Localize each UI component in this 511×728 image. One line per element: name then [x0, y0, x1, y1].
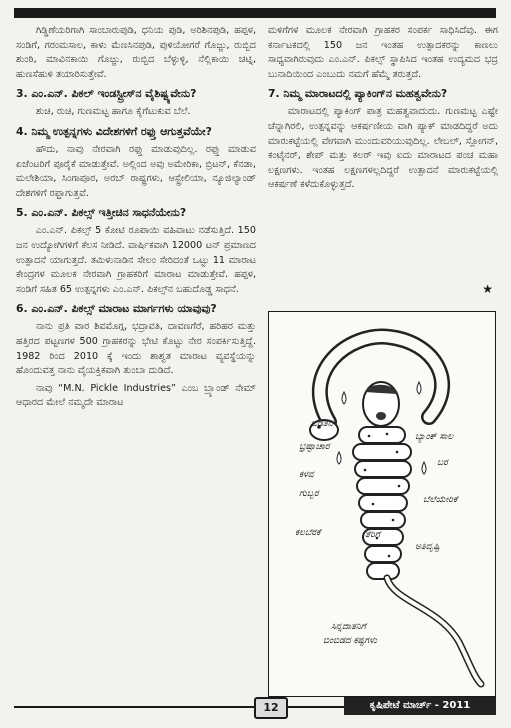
page-footer: [14, 697, 496, 717]
page-number: 12: [254, 697, 288, 719]
cartoon-label: ಗುಬ್ಬರ: [299, 489, 319, 499]
cartoon-caption-line: ಸಿನ್ನದಾತನಿಗೆ: [331, 622, 366, 632]
left-column: [16, 24, 256, 414]
cartoon-label: ಕಲಬೆರಕೆ: [295, 528, 321, 538]
cartoon-label: ತೆರಿಗೆ: [365, 530, 381, 540]
answer-paragraph: ಹೌದು, ನಾವು ನೇರವಾಗಿ ರಫ್ತು ಮಾಡುವುದಿಲ್ಲ. ರಫ್ತು ಮಾಡುವ ಏಜೆಂಟರಿಗೆ ಪೂರೈಕೆ ಮಾಡುತ್ತೇವೆ. ಅಲ್ಲಿಂದ ಅವು ಅಮೇರಿಕಾ, ಬ್ರಿಟನ್, ಕೆನಡಾ, ಮಲೇಶಿಯಾ, ಸಿಂಗಾಪೂರ, ಅರಬ್ ರಾಷ್ಟ್ರಗಳು, ಆಸ್ಟ್ರೇಲಿಯಾ, ನ್ಯೂಜಿಲ್ಯಾಂಡ್ ದೇಶಗಳಿಗೆ ರಫ್ತಾಗುತ್ತವೆ.: [16, 143, 256, 199]
cartoon-illustration: [268, 311, 496, 697]
question-heading: 6. ಎಂ.ಎನ್. ಪಿಕಲ್ಸ್ ಮಾರಾಟ ಮಾರ್ಗಗಳು ಯಾವುವು?: [16, 302, 217, 316]
cartoon-label: ಬೆಲೆಯೇರಿಕೆ: [423, 495, 458, 505]
question-heading: 7. ನಿಮ್ಮ ಮಾರಾಟದಲ್ಲಿ ಪ್ಯಾಕಿಂಗ್‌ನ ಮಹತ್ವವೇನು?: [268, 87, 448, 101]
paragraph: ಗಿಡ್ಡಿಣೆಯರಿಗಾಗಿ ಸಾಂಬಾರುಪುಡಿ, ಧನಿಯ ಪುಡಿ, ಅರಿಶಿನಪುಡಿ, ಹಪ್ಪಳ, ಸಂಡಿಗೆ, ಗರಂಮಸಾಲ, ಕಾಳು ಮೆಣಸಿನಪುಡಿ, ಪುಳಿಯೋಗರೆ ಗೊಜ್ಜು, ರುಬ್ಬಿದ ಶುಂಠಿ, ಮಾವಿನಕಾಯಿ ಗೊಜ್ಜು, ರುಬ್ಬಿದ ಬೆಳ್ಳುಳ್ಳಿ, ನೆಲ್ಲಿಕಾಯಿ ಚಟ್ನಿ, ಹುಣಸೆಹುಳಿ ತಯಾರಿಸುತ್ತೇವೆ.: [16, 25, 256, 80]
cartoon-label: ಅತಿವೃಷ್ಟಿ: [415, 542, 440, 552]
cartoon-label: ಬರ: [437, 458, 448, 468]
paragraph: ಮಳಿಗೆಗಳ ಮೂಲಕ ನೇರವಾಗಿ ಗ್ರಾಹಕರ ಸಂಪರ್ಕ ಸಾಧಿಸಿದೆವು. ಈಗ ಕರ್ನಾಟಕದಲ್ಲಿ 150 ಜನ ಇಂತಹ ಉತ್ಪಾದಕರನ್ನು ಕಾಣಲು ಸಾಧ್ಯವಾಗಿರುವುದು ಎಂ.ಎನ್. ಪಿಕಲ್ಸ್ ಸ್ಥಾಪಿಸಿದ ಇಂತಹ ಉದ್ಯಮದ ಭದ್ರ ಬುನಾದಿಯಿಂದ ಎಂಬುದು ನಮಗೆ ಹೆಮ್ಮೆ ತರುತ್ತದೆ.: [268, 25, 498, 80]
question-heading: 4. ನಿಮ್ಮ ಉತ್ಪನ್ನಗಳು ವಿದೇಶಗಳಿಗೆ ರಫ್ತು ಆಗುತ್ತವೆಯೇ?: [16, 124, 212, 138]
issue-label: ಕೃಷಿಪೇಟೆ ಮಾರ್ಚ್ - 2011: [344, 697, 496, 715]
cartoon-label: ಬಡತನ: [311, 419, 333, 429]
cartoon-label: ಭ್ರಷ್ಟಾಚಾರ: [299, 442, 330, 452]
end-star-icon: ★: [482, 282, 493, 296]
top-rule: [14, 8, 496, 18]
answer-paragraph: ಎಂ.ಎನ್. ಪಿಕಲ್ಸ್ 5 ಕೋಟಿ ರೂಪಾಯಿ ವಹಿವಾಟು ನಡೆಸುತ್ತಿದೆ. 150 ಜನ ಉದ್ಯೋಗಿಗಳಿಗೆ ಕೆಲಸ ನೀಡಿದೆ. ವಾರ್ಷಿಕವಾಗಿ 12000 ಟನ್ ಪ್ರಮಾಣದ ಉತ್ಪಾದನೆ ಯಾಗುತ್ತದೆ. ತಮಿಳುನಾಡಿನ ಸೇಲಂ ಸೇರಿದಂತೆ ಒಟ್ಟು 11 ಮಾರಾಟ ಕೇಂದ್ರಗಳ ಮೂಲಕ ನೇರವಾಗಿ ಗ್ರಾಹಕರಿಗೆ ಮಾರಾಟ ಮಾಡುತ್ತೇವೆ. ಹಪ್ಪಳ, ಸಂಡಿಗೆ ಸಹಿತ 65 ಉತ್ಪನ್ನಗಳು ಎಂ.ಎನ್. ಪಿಕಲ್ಸ್‌ನ ಬಹುದೊಡ್ಡ ಸಾಧನೆ.: [16, 225, 256, 295]
right-column: [268, 24, 498, 196]
paragraph: ನಾವು “M.N. Pickle Industries” ಎಂಬ ಬ್ರ್ಯಾಂಡ್ ನೇಮ್ ಆಧಾರದ ಮೇಲೆ ನಮ್ಮದೇ ಮಾರಾಟ: [16, 382, 256, 409]
answer-paragraph: ಶುಚಿ, ರುಚಿ, ಗುಣಮಟ್ಟ ಹಾಗೂ ಕೈಗೆಟುಕುವ ಬೆಲೆ.: [36, 106, 191, 118]
cartoon-caption-line: ಬಿಂಬಿಡದ ಕಷ್ಟಗಳು: [323, 636, 377, 646]
answer-paragraph: ನಾನು ಪ್ರತಿ ವಾರ ಶಿವಮೊಗ್ಗ, ಭದ್ರಾವತಿ, ದಾವಣಗೆರೆ, ಹರಿಹರ ಮತ್ತು ಹತ್ತಿರದ ಪಟ್ಟಣಗಳ 500 ಗ್ರಾಹಕರನ್ನು ಭೇಟಿ ಕೊಟ್ಟು ನೇರ ಸಂಪರ್ಕಿಸುತ್ತಿದ್ದೆ. 1982 ರಿಂದ 2010 ಕ್ಕೆ ಇಂದು ಶಾಶ್ವತ ಮಾರಾಟ ವ್ಯವಸ್ಥೆಯನ್ನು ಹೊಂದುವತ್ತ ನಾನು ವೈಯಕ್ತಿಕವಾಗಿ ತುಂಬಾ ದುಡಿದೆ.: [16, 321, 256, 377]
snake-farmer-drawing: [269, 312, 495, 696]
cartoon-label: ಬ್ಯಾಂಕ್ ಸಾಲ: [415, 432, 454, 442]
answer-paragraph: ಮಾರಾಟದಲ್ಲಿ ಪ್ಯಾಕಿಂಗ್ ಪಾತ್ರ ಮಹತ್ವವಾದುದು. ಗುಣಮಟ್ಟ ಎಷ್ಟೇ ಚೆನ್ನಾಗಿರಲಿ, ಉತ್ಪನ್ನವನ್ನು ಆಕರ್ಷಣೀಯ ವಾಗಿ ಪ್ಯಾಕ್ ಮಾಡದಿದ್ದರೆ ಅದು ಮಾರುಕಟ್ಟೆಯಲ್ಲಿ ವೇಗವಾಗಿ ಮುಂದುವರಿಯುವುದಿಲ್ಲ. ಲೇಬಲ್, ಸ್ಲೋಗನ್, ಕಂಟೈನರ್, ಶೇಪ್ ಮತ್ತು ಕಲರ್ ಇವು ಐದು ಮಾರಾಟದ ಪಂಚ ಮಹಾ ಲಕ್ಷಣಗಳು. ಇಂತಹ ಲಕ್ಷಣಗಳಲ್ಲದಿದ್ದರೆ ಉತ್ಪಾದನೆ ಮಾರುಕಟ್ಟೆಯಲ್ಲಿ ಆಕರ್ಷಣೆ ಕಳೆದುಕೊಳ್ಳುತ್ತದೆ.: [268, 106, 498, 191]
question-heading: 5. ಎಂ.ಎನ್. ಪಿಕಲ್ಸ್ ಇತ್ತೀಚಿನ ಸಾಧನೆಯೇನು?: [16, 206, 187, 220]
cartoon-label: ಕಳವ: [299, 470, 314, 480]
question-heading: 3. ಎಂ.ಎನ್. ಪಿಕಲ್ ಇಂಡಸ್ಟ್ರೀಸ್‌ನ ವೈಶಿಷ್ಟ್ಯವೇನು?: [16, 87, 197, 101]
